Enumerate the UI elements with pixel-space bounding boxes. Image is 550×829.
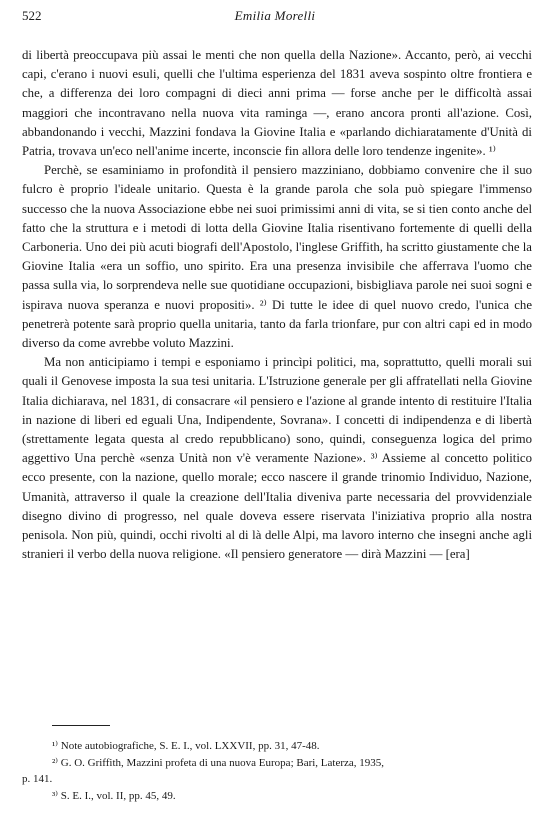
paragraph-2: Perchè, se esaminiamo in profondità il pensiero mazziniano, dobbiamo convenire che il suo fulcro è proprio l'ideale unitario. Questa è la grande parola che sola può spiegare l'immenso successo che la nuova Associazione ebbe nei suoi primissimi anni di vita, se si tien conto anche del fatto che la struttura e i metodi di lotta della Giovine Italia risentivano fortemente di quelli della Carboneria. Uno dei più acuti biografi dell'Apostolo, l'inglese Griffith, ha scritto giustamente che la Giovine Italia «era un soffio, uno spirito. Era una presenza invisibile che afferrava l'uomo che passa sulla via, lo sorprendeva nelle sue quotidiane occupazioni, bisbigliava parole nei suoi sogni e ispirava nuova speranza e nuovi propositi». ²⁾ Di tutte le idee di quel nuovo credo, l'unica che penetrerà potente sarà proprio quella unitaria, tanto da farla trionfare, pur con altri capi ed in modo diverso da come avrebbe voluto Mazzini. xyxy=(22,163,532,351)
paragraph-1: di libertà preoccupava più assai le menti che non quella della Nazione». Accanto, però, ai vecchi capi, c'erano i nuovi esuli, quelli che l'ultima esperienza del 1831 aveva sospinto oltre frontiera e che, a differenza dei loro compagni di dieci anni prima — forse anche per le difficoltà assai maggiori che incontravano nella nuova vita raminga —, erano ancora pronti all'azione. Così, abbandonando i vecchi, Mazzini fondava la Giovine Italia e «parlando dichiaratamente d'Unità di Patria, trovava un'eco nell'anime incerte, inconscie fin allora delle loro tendenze ingenite». ¹⁾ xyxy=(22,48,532,159)
footnote-2: ²⁾ G. O. Griffith, Mazzini profeta di una nuova Europa; Bari, Laterza, 1935, xyxy=(52,756,385,769)
body-text xyxy=(22,46,532,564)
footnotes xyxy=(22,738,532,804)
footnote-2-continued: p. 141. xyxy=(22,773,53,785)
footnote-rule xyxy=(52,725,110,726)
footnote-3: ³⁾ S. E. I., vol. II, pp. 45, 49. xyxy=(52,789,176,802)
paragraph-3: Ma non anticipiamo i tempi e esponiamo i princìpi politici, ma, soprattutto, quelli morali sui quali il Genovese imposta la sua tesi unitaria. L'Istruzione generale per gli affratellati nella Giovine Italia dichiarava, nel 1831, di consacrare «il pensiero e l'azione al grande intento di restituire l'Italia in nazione di liberi ed eguali Una, Indipendente, Sovrana». I concetti di indipendenza e di libertà (strettamente legata questa al credo repubblicano) sono, quindi, conseguenza logica del primo aggettivo Una perchè «senza Unità non v'è veramente Nazione». ³⁾ Assieme al concetto politico ecco presente, con la nazione, quello morale; ecco nascere il grande trinomio Individuo, Nazione, Umanità, attraverso il quale la creazione dell'Italia diveniva parte necessaria del provvidenziale disegno divino di progresso, nel quale doveva essere riservata l'iniziativa proprio alla nostra penisola. Non più, quindi, occhi rivolti al di là delle Alpi, ma lavoro interno che insegni anche agli stranieri il verbo della nuova religione. «Il pensiero generatore — dirà Mazzini — [era] xyxy=(22,355,532,562)
page-number: 522 xyxy=(22,8,42,23)
running-header xyxy=(22,6,528,28)
footnote-1: ¹⁾ Note autobiografiche, S. E. I., vol. LXXVII, pp. 31, 47-48. xyxy=(52,740,320,752)
running-title: Emilia Morelli xyxy=(234,8,316,23)
